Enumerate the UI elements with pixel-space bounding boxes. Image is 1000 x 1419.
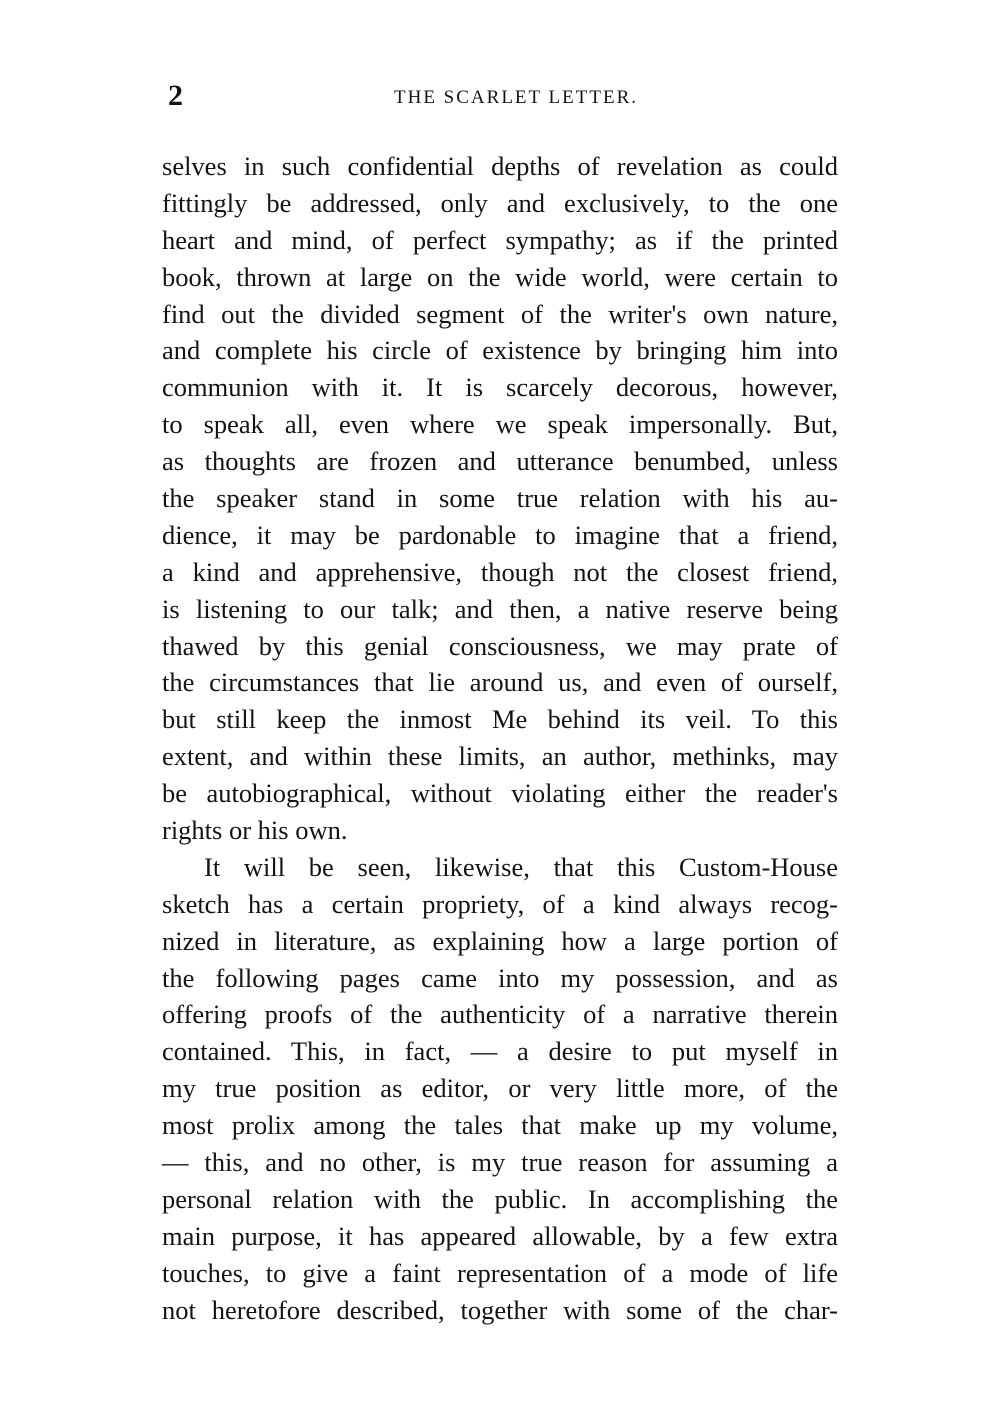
text-line: and complete his circle of existence by bringing him into (162, 335, 838, 366)
text-line: dience, it may be pardonable to imagine that a friend, (162, 519, 838, 550)
text-line: book, thrown at large on the wide world, were certain to (162, 261, 838, 292)
text-line: the following pages came into my possession, and as (162, 962, 838, 993)
text-line: thawed by this genial consciousness, we may prate of (162, 630, 838, 661)
text-line: but still keep the inmost Me behind its veil. To this (162, 704, 838, 735)
body-text (162, 148, 838, 1329)
text-line: the circumstances that lie around us, and even of ourself, (162, 667, 838, 698)
text-line: to speak all, even where we speak impersonally. But, (162, 409, 838, 440)
text-line: the speaker stand in some true relation with his au- (162, 483, 838, 514)
paragraph-2 (162, 849, 838, 1329)
text-line: find out the divided segment of the writer's own nature, (162, 298, 838, 329)
text-line: rights or his own. (162, 815, 348, 846)
text-line: — this, and no other, is my true reason for assuming a (162, 1147, 838, 1178)
text-line: touches, to give a faint representation of a mode of life (162, 1257, 838, 1288)
text-line: most prolix among the tales that make up my volume, (162, 1110, 838, 1141)
text-line: my true position as editor, or very little more, of the (162, 1073, 838, 1104)
paragraph-1 (162, 148, 838, 849)
text-line: not heretofore described, together with some of the char- (162, 1294, 838, 1325)
text-line: is listening to our talk; and then, a native reserve being (162, 593, 838, 624)
text-line: a kind and apprehensive, though not the closest friend, (162, 556, 838, 587)
text-line: heart and mind, of perfect sympathy; as if the printed (162, 224, 838, 255)
text-line: offering proofs of the authenticity of a narrative therein (162, 999, 838, 1030)
text-line: nized in literature, as explaining how a large portion of (162, 925, 838, 956)
text-line: selves in such confidential depths of revelation as could (162, 151, 838, 181)
text-line: contained. This, in fact, — a desire to put myself in (162, 1036, 838, 1067)
text-line: as thoughts are frozen and utterance benumbed, unless (162, 446, 838, 477)
text-line: main purpose, it has appeared allowable, by a few extra (162, 1220, 838, 1251)
text-line: personal relation with the public. In accomplishing the (162, 1183, 838, 1214)
text-line: communion with it. It is scarcely decorous, however, (162, 372, 838, 403)
text-line: sketch has a certain propriety, of a kind always recog- (162, 888, 838, 919)
text-line: be autobiographical, without violating either the reader's (162, 778, 838, 809)
page-number: 2 (168, 79, 183, 112)
text-line: extent, and within these limits, an author, methinks, may (162, 741, 838, 772)
running-title: THE SCARLET LETTER. (394, 87, 638, 108)
text-line: It will be seen, likewise, that this Custom-House (204, 851, 838, 882)
text-line: fittingly be addressed, only and exclusively, to the one (162, 187, 838, 218)
running-head (168, 78, 840, 118)
